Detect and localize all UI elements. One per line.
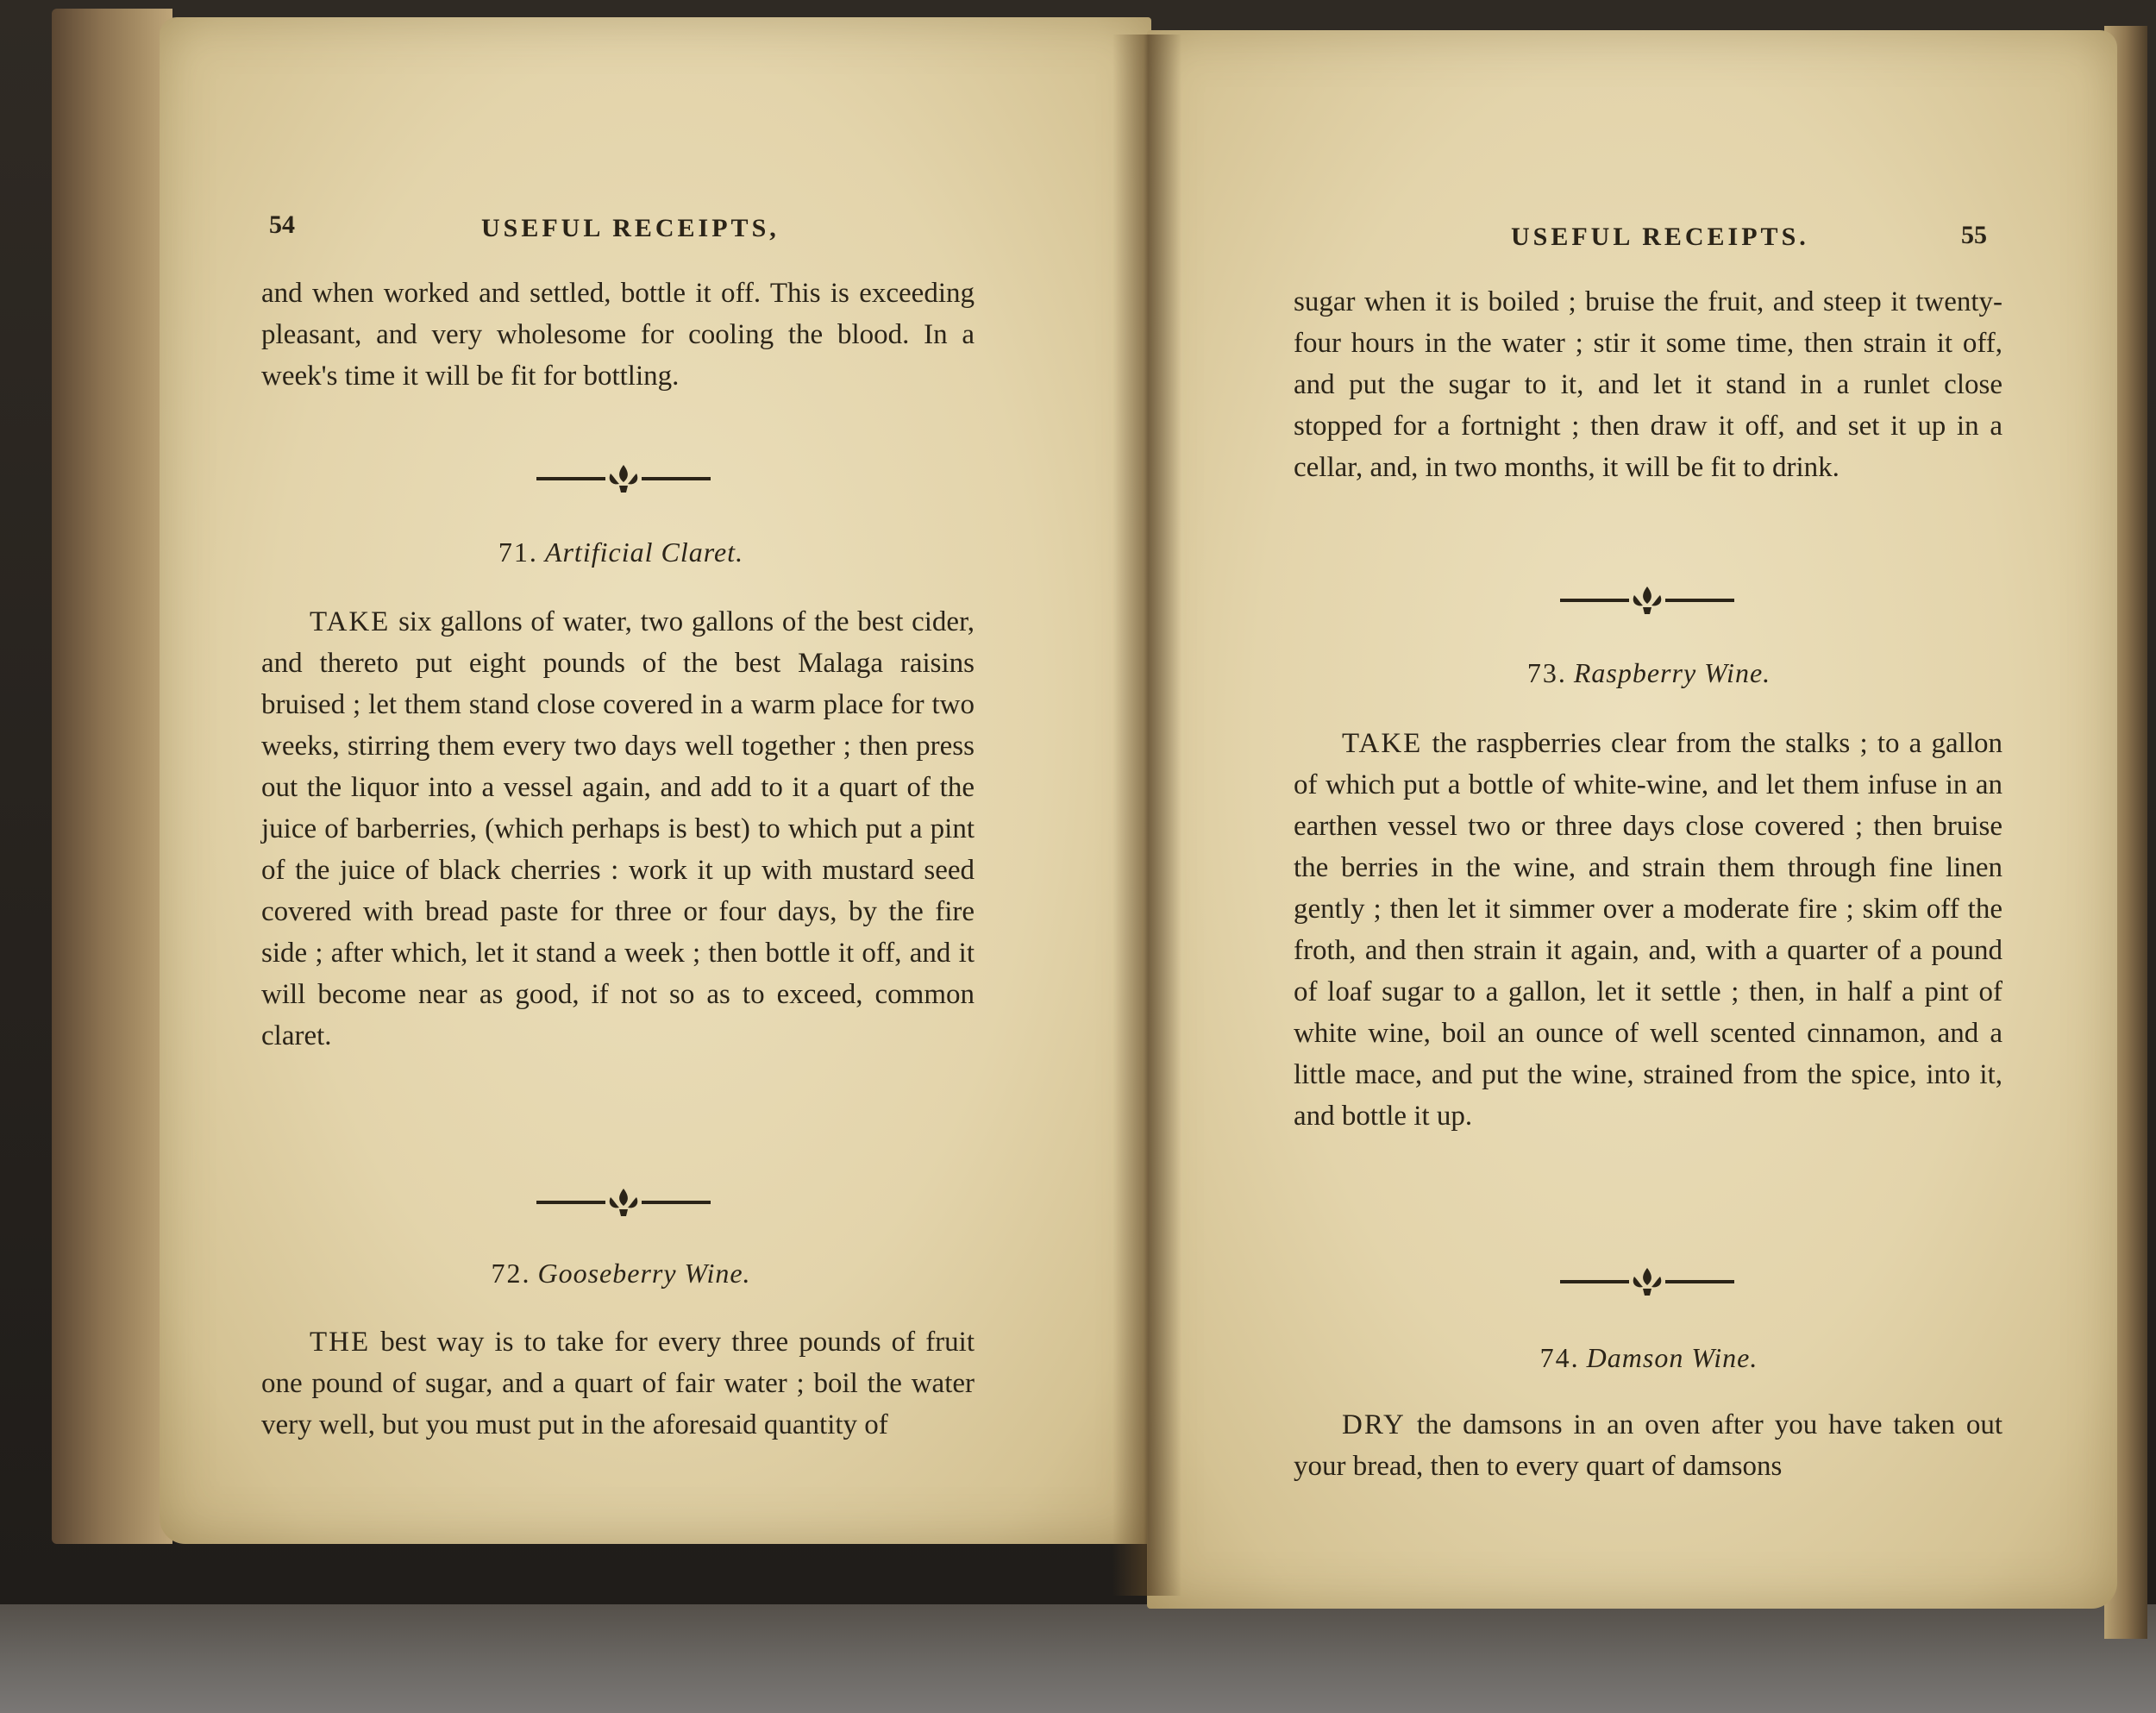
fleur-de-lis-rule-icon — [533, 461, 714, 496]
fleur-de-lis-rule-icon — [1557, 583, 1738, 618]
recipe-71-name: Artificial Claret. — [544, 536, 744, 568]
right-page-number: 55 — [1961, 221, 1987, 249]
left-continuation-paragraph: and when worked and settled, bottle it off. This is exceeding pleasant, and very wholesome for cooling the blood. In a week's time it will be fit for bottling. — [261, 278, 975, 392]
recipe-71-paragraph — [261, 601, 975, 1057]
recipe-72-body: best way is to take for every three pounds of fruit one pound of sugar, and a quart of fair water ; boil the water very well, but you must put in the aforesaid quantity of — [261, 1327, 975, 1440]
book-gutter — [1112, 35, 1181, 1596]
recipe-74-paragraph — [1294, 1404, 2002, 1487]
recipe-73-first-word: TAKE — [1342, 728, 1423, 759]
left-page-number: 54 — [269, 210, 295, 239]
recipe-72-text — [261, 1321, 975, 1446]
recipe-73-body: the raspberries clear from the stalks ; to a gallon of which put a bottle of white-wine, and let them infuse in an earthen vessel two or three days close covered ; then bruise the berries in the wine, and strain them through fine linen gently ; then let it simmer over a moderate fire ; skim off the froth, and then strain it again, and, with a quarter of a pound of loaf sugar to a gallon, let it settle ; then, in half a pint of white wine, boil an ounce of well scented cinnamon, and a little mace, and put the wine, strained from the spice, into it, and bottle it up. — [1294, 728, 2002, 1132]
recipe-74-body: the damsons in an oven after you have taken out your bread, then to every quart of damsons — [1294, 1409, 2002, 1482]
recipe-72-number: 72. — [491, 1258, 531, 1289]
right-continuation-paragraph: sugar when it is boiled ; bruise the fruit, and steep it twenty-four hours in the water ; stir it some time, then strain it off, and put the sugar to it, and let it stand in a runlet close stopped for a fortnight ; then draw it off, and set it up in a cellar, and, in two months, it will be fit to drink. — [1294, 286, 2002, 483]
recipe-74-name: Damson Wine. — [1586, 1342, 1758, 1373]
recipe-73-title — [1476, 657, 1821, 689]
fleur-de-lis-rule-icon — [1557, 1264, 1738, 1299]
left-continuation-text — [261, 273, 975, 397]
recipe-71-text — [261, 601, 975, 1057]
recipe-73-number: 73. — [1526, 657, 1567, 688]
fleur-de-lis-rule-icon — [533, 1185, 714, 1220]
recipe-73-text — [1294, 723, 2002, 1137]
recipe-72-name: Gooseberry Wine. — [537, 1258, 751, 1289]
recipe-72-first-word: THE — [310, 1327, 371, 1358]
scanner-bed-shadow — [0, 1604, 2156, 1713]
left-running-head: USEFUL RECEIPTS, — [481, 214, 780, 242]
recipe-71-number: 71. — [498, 536, 538, 568]
right-continuation-text — [1294, 281, 2002, 488]
right-running-head: USEFUL RECEIPTS. — [1511, 223, 1809, 251]
recipe-71-first-word: TAKE — [310, 606, 391, 637]
recipe-71-body: six gallons of water, two gallons of the best cider, and thereto put eight pounds of the best Malaga raisins bruised ; let them stand close covered in a warm place for two weeks, stirring them every two days well together ; then press out the liquor into a vessel again, and add to it a quart of the juice of barberries, (which perhaps is best) to which put a pint of the juice of black cherries : work it up with mustard seed covered with bread paste for three or four days, by the fire side ; after which, let it stand a week ; then bottle it off, and it will become near as good, if not so as to exceed, common claret. — [261, 606, 975, 1051]
recipe-74-title — [1476, 1342, 1821, 1374]
recipe-73-name: Raspberry Wine. — [1573, 657, 1771, 688]
recipe-72-title — [448, 1258, 793, 1289]
recipe-74-first-word: DRY — [1342, 1409, 1406, 1440]
recipe-73-paragraph — [1294, 723, 2002, 1137]
recipe-74-text — [1294, 1404, 2002, 1487]
recipe-72-paragraph — [261, 1321, 975, 1446]
recipe-74-number: 74. — [1539, 1342, 1580, 1373]
book-edge-left — [52, 9, 172, 1544]
recipe-71-title — [448, 536, 793, 568]
